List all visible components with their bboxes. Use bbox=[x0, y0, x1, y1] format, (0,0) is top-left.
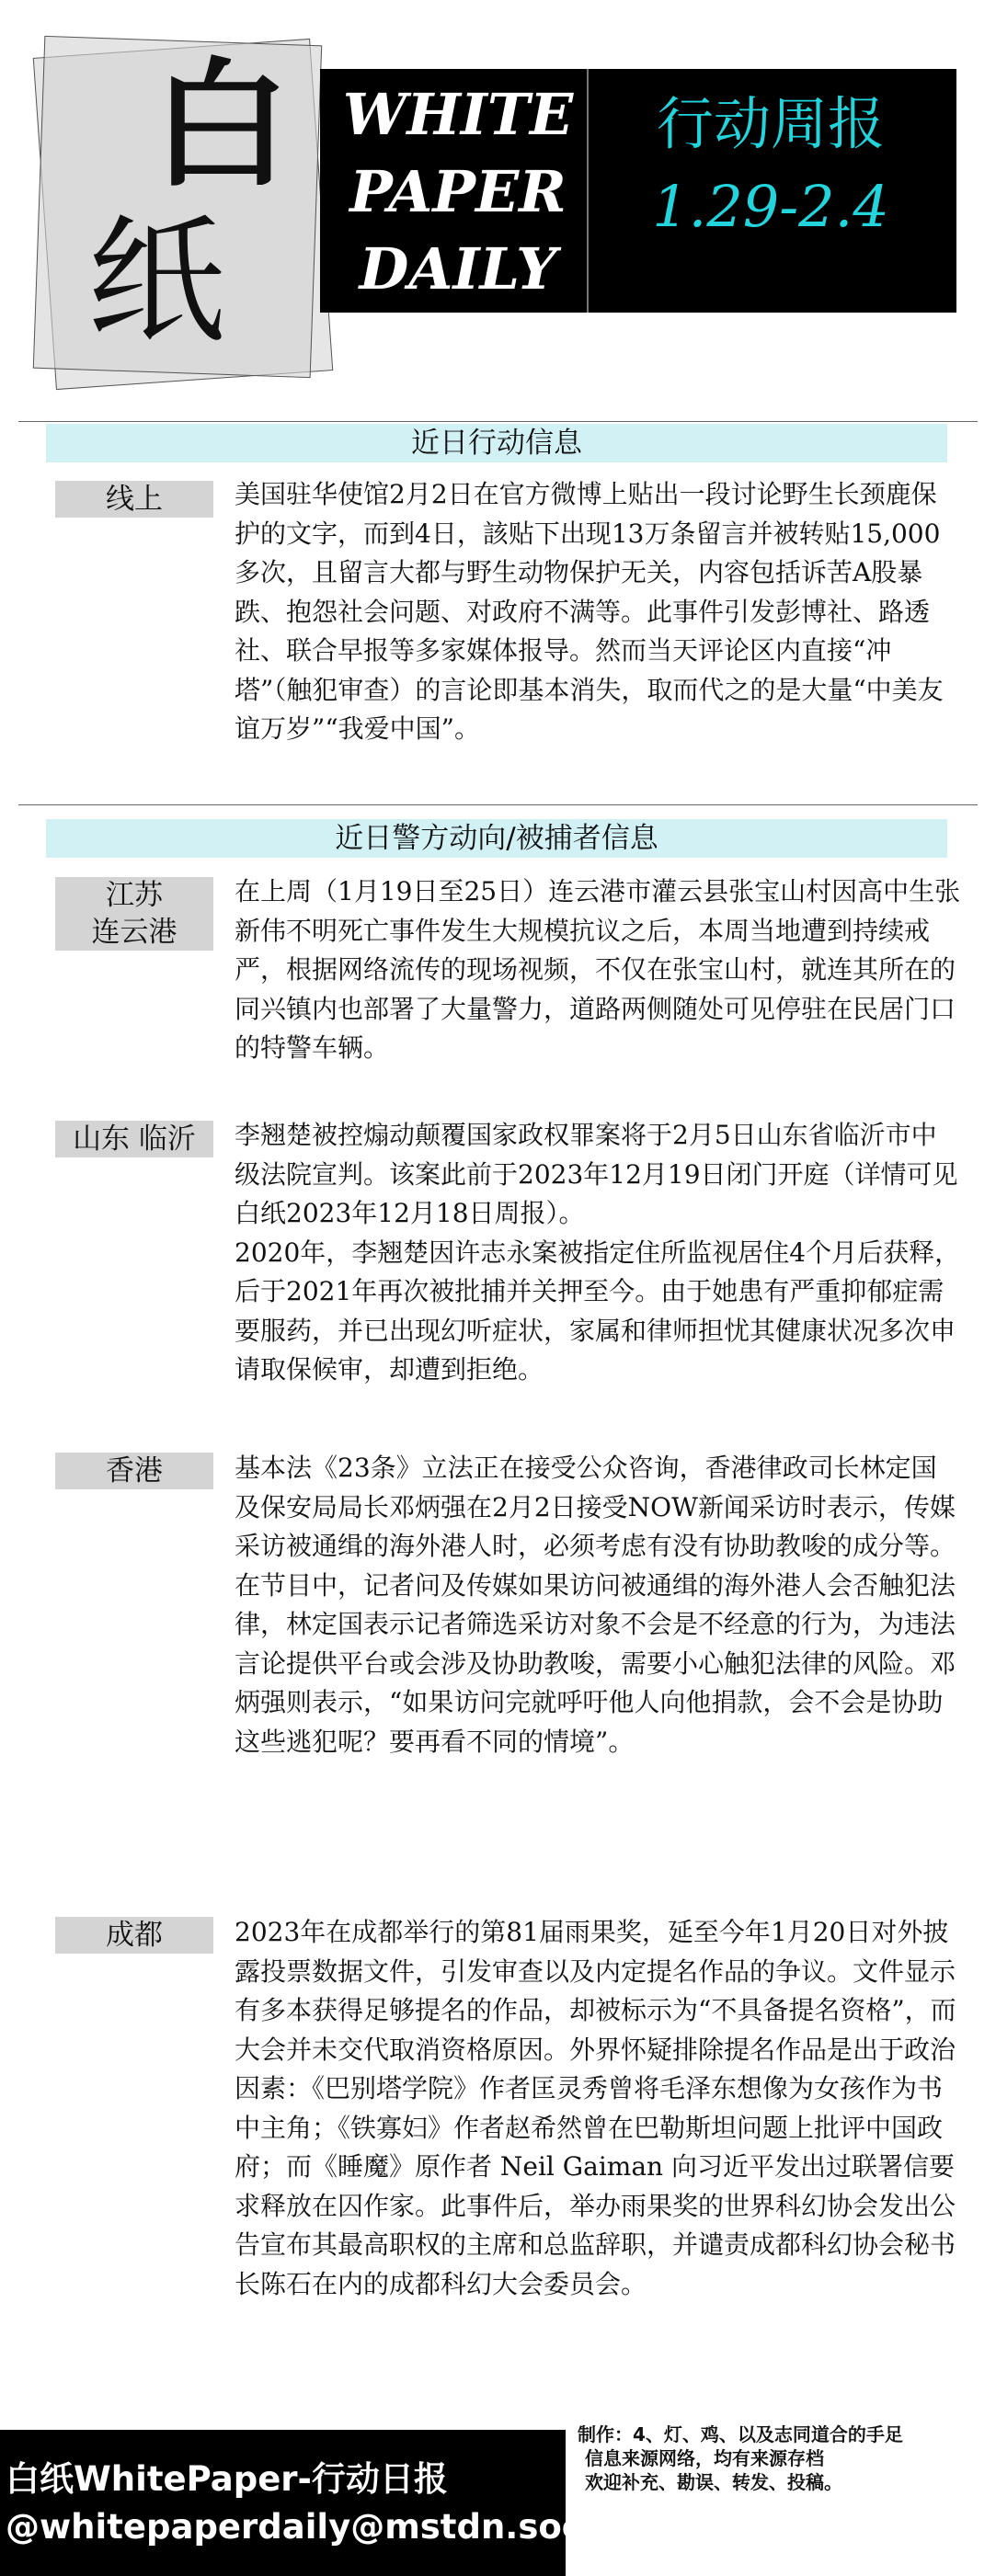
footer-handle: @whitepaperdaily@mstdn.social bbox=[6, 2507, 629, 2547]
title-banner bbox=[320, 69, 956, 313]
section-title-actions: 近日行动信息 bbox=[46, 424, 947, 462]
location-tag-shandong-linyi: 山东 临沂 bbox=[55, 1121, 213, 1157]
location-tag-chengdu: 成都 bbox=[55, 1917, 213, 1954]
entry-paragraph: 2020年，李翘楚因许志永案被指定住所监视居住4个月后获释，后于2021年再次被批捕并关押至今。由于她患有严重抑郁症需要服药，并已出现幻听症状，家属和律师担忧其健康状况多次申请取保候审，却遭到拒绝。 bbox=[235, 1237, 961, 1385]
location-tag-online: 线上 bbox=[55, 481, 213, 518]
date-range: 1.29-2.4 bbox=[652, 173, 889, 240]
entry-lianyungang bbox=[235, 872, 961, 1068]
entry-paragraph: 2023年在成都举行的第81届雨果奖，延至今年1月20日对外披露投票数据文件，引发审查以及内定提名作品的争议。文件显示有多本获得足够提名的作品，却被标示为“不具备提名资格”，而大会并未交代取消资格原因。外界怀疑排除提名作品是出于政治因素：《巴别塔学院》作者匡灵秀曾将毛泽东想像为女孩作为书中主角；《铁寡妇》作者赵希然曾在巴勒斯坦问题上批评中国政府；而《睡魔》原作者 Neil Gaiman 向习近平发出过联署信要求释放在囚作家。此事件后，举办雨果奖的世界科幻协会发出公告宣布其最高职权的主席和总监辞职，并谴责成都科幻协会秘书长陈石在内的成都科幻大会委员会。 bbox=[235, 1917, 956, 2299]
entry-online bbox=[235, 475, 961, 749]
entry-linyi bbox=[235, 1116, 961, 1390]
section-divider bbox=[18, 421, 978, 422]
logo bbox=[37, 39, 331, 406]
location-tag-hongkong: 香港 bbox=[55, 1453, 213, 1489]
credits-line: 制作：4、灯、鸡、以及志同道合的手足 bbox=[578, 2423, 903, 2445]
entry-hongkong bbox=[235, 1449, 961, 1761]
entry-paragraph: 美国驻华使馆2月2日在官方微博上贴出一段讨论野生长颈鹿保护的文字，而到4日，該贴下出现13万条留言并被转贴15,000多次，且留言大都与野生动物保护无关，内容包括诉苦A股暴跌、抱怨社会问题、对政府不满等。此事件引发彭博社、路透社、联合早报等多家媒体报导。然而当天评论区内直接“冲塔”（触犯审查）的言论即基本消失，取而代之的是大量“中美友谊万岁”“我爱中国”。 bbox=[235, 479, 944, 744]
footer-brand: 白纸WhitePaper-行动日报 bbox=[6, 2459, 448, 2499]
section-divider bbox=[18, 804, 978, 805]
entry-paragraph: 在节目中，记者问及传媒如果访问被通缉的海外港人会否触犯法律，林定国表示记者筛选采访对象不会是不经意的行为，为违法言论提供平台或会涉及协助教唆，需要小心触犯法律的风险。邓炳强则表示，“如果访问完就呼吁他人向他捐款，会不会是协助这些逃犯呢？要再看不同的情境”。 bbox=[235, 1569, 956, 1757]
entry-paragraph: 李翘楚被控煽动颠覆国家政权罪案将于2月5日山东省临沂市中级法院宣判。该案此前于2023年12月19日闭门开庭（详情可见白纸2023年12月18日周报）。 bbox=[235, 1120, 958, 1228]
title-divider bbox=[587, 69, 589, 313]
credits-line: 欢迎补充、勘误、转发、投稿。 bbox=[585, 2471, 842, 2493]
logo-char-zhi: 纸 bbox=[87, 202, 226, 362]
logo-char-bai: 白 bbox=[152, 46, 291, 206]
credits-line: 信息来源网络，均有来源存档 bbox=[585, 2447, 824, 2469]
section-title-police: 近日警方动向/被捕者信息 bbox=[46, 819, 947, 858]
entry-paragraph: 在上周（1月19日至25日）连云港市灌云县张宝山村因高中生张新伟不明死亡事件发生大规模抗议之后，本周当地遭到持续戒严，根据网络流传的现场视频，不仅在张宝山村，就连其所在的同兴镇内也部署了大量警力，道路两侧随处可见停驻在民居门口的特警车辆。 bbox=[235, 876, 961, 1063]
footer-banner bbox=[0, 2430, 629, 2576]
entry-paragraph: 基本法《23条》立法正在接受公众咨询，香港律政司长林定国及保安局局长邓炳强在2月2日接受NOW新闻采访时表示，传媒采访被通缉的海外港人时，必须考虑有没有协助教唆的成分等。 bbox=[235, 1453, 956, 1561]
location-tag-jiangsu-lianyungang: 江苏 连云港 bbox=[55, 877, 213, 951]
footer-credits bbox=[578, 2422, 991, 2494]
title-chinese: 行动周报 bbox=[656, 90, 885, 157]
title-english: WHITE PAPER DAILY bbox=[342, 81, 574, 302]
entry-chengdu bbox=[235, 1913, 961, 2304]
